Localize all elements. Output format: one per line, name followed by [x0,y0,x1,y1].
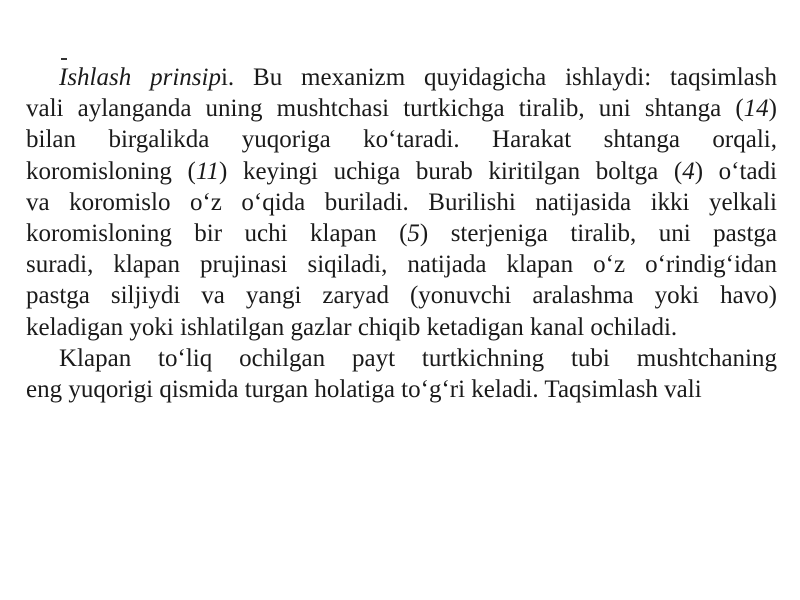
text-line [26,312,777,343]
text-run: pastga siljiydi va yangi zaryad (yonuvchi aralashma yoki havo) [26,282,777,310]
text-line [26,343,777,374]
italic-text: 5 [407,220,420,248]
margin-mark [61,58,67,60]
text-line [26,93,777,124]
text-run: suradi, klapan prujinasi siqiladi, natijada klapan o‘z o‘rindig‘idan [26,251,777,279]
text-run: ) o‘tadi [694,157,777,185]
text-run: ) sterjeniga tiralib, uni pastga [419,220,777,248]
text-line [26,156,777,187]
text-run: ) [768,95,777,123]
text-line [26,124,777,155]
text-run: va koromislo o‘z o‘qida buriladi. Burilishi natijasida ikki yelkali [26,188,777,216]
text-run: koromisloning ( [26,157,196,185]
text-run: vali aylanganda uning mushtchasi turtkichga tiralib, uni shtanga ( [26,95,744,123]
text-run: koromisloning bir uchi klapan ( [26,220,408,248]
italic-text: Ishlash prinsip [59,64,221,91]
text-line [26,218,777,249]
body-text [26,62,777,405]
paragraph [26,62,777,343]
paragraph [26,343,777,405]
text-run: eng yuqorigi qismida turgan holatiga to‘g‘ri keladi. Taqsimlash vali [26,376,702,404]
text-line [26,280,777,311]
italic-text: 14 [743,95,769,123]
text-line [26,374,777,405]
text-run: bilan birgalikda yuqoriga ko‘taradi. Harakat shtanga orqali, [26,126,777,154]
text-line [26,62,777,93]
text-line [26,187,777,218]
text-run: keladigan yoki ishlatilgan gazlar chiqib ketadigan kanal ochiladi. [26,313,678,341]
text-run: i. Bu mexanizm quyidagicha ishlaydi: taqsimlash [220,64,777,91]
text-line [26,249,777,280]
text-run: Klapan to‘liq ochilgan payt turtkichning tubi mushtchaning [59,344,777,372]
italic-text: 11 [195,157,219,185]
text-run: ) keyingi uchiga burab kiritilgan boltga ( [218,157,683,185]
italic-text: 4 [682,157,695,185]
